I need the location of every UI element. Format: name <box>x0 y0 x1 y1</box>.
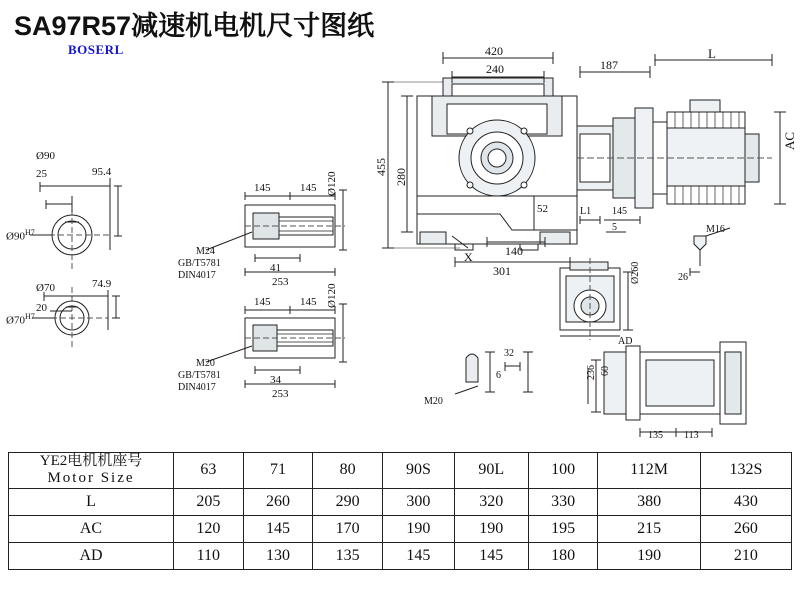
label-din-1: DIN4017 <box>178 270 216 281</box>
table-cell: 195 <box>528 515 598 542</box>
dim-145-c: 145 <box>254 296 271 308</box>
dim-5: 5 <box>612 222 617 233</box>
table-cell: 215 <box>598 515 700 542</box>
label-gb-2: GB/T5781 <box>178 370 221 381</box>
table-size-cell: 112M <box>598 453 700 489</box>
dim-420: 420 <box>485 44 503 58</box>
table-cell: 135 <box>313 542 383 569</box>
table-cell: 330 <box>528 488 598 515</box>
table-row <box>9 515 792 542</box>
table-cell: 130 <box>243 542 313 569</box>
table-size-cell: 63 <box>174 453 244 489</box>
dim-L: L <box>708 46 716 61</box>
dim-AC: AC <box>782 131 797 150</box>
table-size-cell: 132S <box>700 453 791 489</box>
dim-145-b: 145 <box>300 182 317 194</box>
header-cn: YE2电机机座号 <box>39 453 143 469</box>
table-cell: 180 <box>528 542 598 569</box>
dim-o120-b: Ø120 <box>326 283 338 308</box>
dim-280: 280 <box>394 168 408 186</box>
table-cell: 145 <box>382 542 454 569</box>
dim-o260: Ø260 <box>630 261 641 284</box>
dim-455: 455 <box>374 158 388 176</box>
dim-95-4: 95.4 <box>92 166 112 178</box>
dim-o90-h7: $Ø90^{H7}$ <box>6 228 35 243</box>
table-cell: 300 <box>382 488 454 515</box>
label-din-2: DIN4017 <box>178 382 216 393</box>
table-cell: 190 <box>598 542 700 569</box>
dim-145-d: 145 <box>300 296 317 308</box>
table-row <box>9 542 792 569</box>
table-cell: 205 <box>174 488 244 515</box>
label-gb-1: GB/T5781 <box>178 258 221 269</box>
table-cell: 290 <box>313 488 383 515</box>
table-row-header <box>9 453 792 489</box>
table-cell: 110 <box>174 542 244 569</box>
table-cell: 145 <box>243 515 313 542</box>
dim-o120-a: Ø120 <box>326 171 338 196</box>
row-label: AD <box>9 542 174 569</box>
dim-32: 32 <box>504 348 514 359</box>
dim-301: 301 <box>493 264 511 278</box>
label-m24: M24 <box>196 246 215 257</box>
table-size-cell: 71 <box>243 453 313 489</box>
dim-236: 236 <box>586 365 597 380</box>
table-cell: 190 <box>382 515 454 542</box>
dim-240: 240 <box>486 62 504 76</box>
table-cell: 260 <box>700 515 791 542</box>
dim-140: 140 <box>505 244 523 258</box>
dim-145-main: 145 <box>612 206 627 217</box>
dim-52: 52 <box>537 203 548 215</box>
row-label: L <box>9 488 174 515</box>
label-m20: M20 <box>196 358 215 369</box>
dim-74-9: 74.9 <box>92 278 112 290</box>
table-row <box>9 488 792 515</box>
table-cell: 190 <box>454 515 528 542</box>
table-cell: 260 <box>243 488 313 515</box>
dim-o90: Ø90 <box>36 150 55 162</box>
dim-253-a: 253 <box>272 276 289 288</box>
label-m16: M16 <box>706 224 725 235</box>
table-header-label <box>9 453 174 489</box>
dim-o70-h7: $Ø70^{H7}$ <box>6 312 35 327</box>
dim-6: 6 <box>496 370 501 381</box>
page-title: SA97R57减速机电机尺寸图纸 <box>14 11 375 41</box>
dim-20: 20 <box>36 302 47 314</box>
dim-o70: Ø70 <box>36 282 55 294</box>
motor-size-table <box>8 452 792 570</box>
dim-60: 60 <box>600 366 611 376</box>
label-AD: AD <box>618 336 633 347</box>
label-m20-key: M20 <box>424 396 443 407</box>
dim-253-b: 253 <box>272 388 289 400</box>
table-size-cell: 90S <box>382 453 454 489</box>
table-cell: 210 <box>700 542 791 569</box>
table-cell: 120 <box>174 515 244 542</box>
dim-L1: L1 <box>580 206 592 217</box>
dim-135: 135 <box>648 430 663 441</box>
dim-26: 26 <box>678 272 688 283</box>
table-cell: 430 <box>700 488 791 515</box>
dim-41: 41 <box>270 262 281 274</box>
brand-logo: BOSERL <box>68 42 124 57</box>
dim-25: 25 <box>36 168 47 180</box>
header-en: Motor Size <box>47 470 135 487</box>
table-cell: 145 <box>454 542 528 569</box>
table-cell: 380 <box>598 488 700 515</box>
dim-187: 187 <box>600 58 618 72</box>
table-cell: 170 <box>313 515 383 542</box>
dim-34: 34 <box>270 374 281 386</box>
label-X: X <box>464 250 473 264</box>
table-size-cell: 100 <box>528 453 598 489</box>
table-cell: 320 <box>454 488 528 515</box>
dim-145-a: 145 <box>254 182 271 194</box>
table-size-cell: 80 <box>313 453 383 489</box>
row-label: AC <box>9 515 174 542</box>
table-size-cell: 90L <box>454 453 528 489</box>
dim-113: 113 <box>684 430 699 441</box>
